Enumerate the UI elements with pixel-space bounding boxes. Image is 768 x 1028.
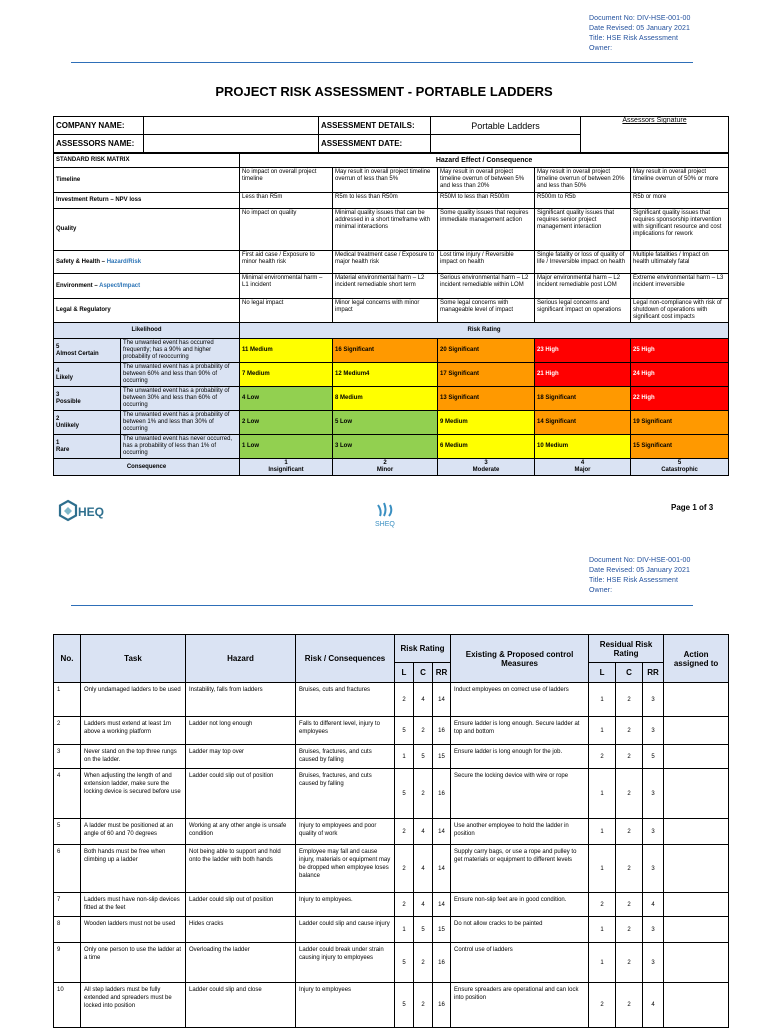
risk-rr: 14 xyxy=(433,893,451,917)
matrix-cell: Single fatality or loss of quality of life / Irreversible impact on health xyxy=(535,251,631,274)
action-assigned[interactable] xyxy=(664,917,729,943)
table-row xyxy=(54,917,729,943)
risk-text: Employee may fall and cause injury, materials or equipment may be dropped when employee loses balance xyxy=(296,845,395,893)
risk-rating-cell: 3 Low xyxy=(333,435,438,459)
residual-rr: 4 xyxy=(643,893,664,917)
control-text: Use another employee to hold the ladder in position xyxy=(451,819,589,845)
residual-rr: 3 xyxy=(643,917,664,943)
residual-c: 2 xyxy=(616,745,643,769)
control-text: Control use of ladders xyxy=(451,943,589,983)
residual-c: 2 xyxy=(616,917,643,943)
action-assigned[interactable] xyxy=(664,983,729,1028)
risk-rating-cell: 25 High xyxy=(631,339,729,363)
hazard-effect-header: Hazard Effect / Consequence xyxy=(240,154,729,168)
matrix-cell: R5b or more xyxy=(631,193,729,209)
task-text: All step ladders must be fully extended and spreaders must be locked into position xyxy=(81,983,186,1028)
row-number: 1 xyxy=(54,683,81,717)
residual-rr: 3 xyxy=(643,943,664,983)
action-assigned[interactable] xyxy=(664,683,729,717)
matrix-cell: Minor legal concerns with minor impact xyxy=(333,299,438,323)
task-text: When adjusting the length of and extension ladder, make sure the locking device is secured before use xyxy=(81,769,186,819)
matrix-cell: Some quality issues that requires immediate management action xyxy=(438,209,535,251)
matrix-cell: Major environmental harm – L2 incident remediable post LOM xyxy=(535,274,631,299)
likelihood-row-4 xyxy=(54,363,729,387)
hazard-text: Ladder may top over xyxy=(186,745,296,769)
col-header-task: Task xyxy=(81,635,186,683)
assessment-date-label: ASSESSMENT DATE: xyxy=(319,135,431,153)
risk-rating-cell: 19 Significant xyxy=(631,411,729,435)
matrix-cell: R50M to less than R500m xyxy=(438,193,535,209)
matrix-row-legal xyxy=(54,299,729,323)
risk-rr: 15 xyxy=(433,745,451,769)
risk-rating-cell: 5 Low xyxy=(333,411,438,435)
table-row xyxy=(54,819,729,845)
control-text: Ensure spreaders are operational and can lock into position xyxy=(451,983,589,1028)
risk-c: 2 xyxy=(414,943,433,983)
risk-rating-cell: 10 Medium xyxy=(535,435,631,459)
task-text: Never stand on the top three rungs on the ladder. xyxy=(81,745,186,769)
row-number: 5 xyxy=(54,819,81,845)
svg-text:SHEQ: SHEQ xyxy=(375,521,395,528)
col-header-residual: Residual Risk Rating xyxy=(589,635,664,663)
col-header-risk: Risk / Consequences xyxy=(296,635,395,683)
date-revised: Date Revised: 05 January 2021 xyxy=(589,25,690,32)
row-number: 9 xyxy=(54,943,81,983)
risk-l: 5 xyxy=(395,983,414,1028)
assessment-header-table xyxy=(53,116,729,153)
action-assigned[interactable] xyxy=(664,893,729,917)
likelihood-level: 5 Almost Certain xyxy=(54,339,121,363)
task-text: Ladders must have non-slip devices fitted at the feet xyxy=(81,893,186,917)
task-text: A ladder must be positioned at an angle of 60 and 70 degrees xyxy=(81,819,186,845)
action-assigned[interactable] xyxy=(664,943,729,983)
risk-rating-cell: 21 High xyxy=(535,363,631,387)
residual-c: 2 xyxy=(616,717,643,745)
risk-l: 5 xyxy=(395,943,414,983)
risk-text: Injury to employees xyxy=(296,983,395,1028)
residual-c: 2 xyxy=(616,819,643,845)
risk-text: Ladder could slip and cause injury xyxy=(296,917,395,943)
action-assigned[interactable] xyxy=(664,717,729,745)
table-row xyxy=(54,845,729,893)
date-revised: Date Revised: 05 January 2021 xyxy=(589,567,690,574)
control-text: Do not allow cracks to be painted xyxy=(451,917,589,943)
col-header-residual-c: C xyxy=(616,663,643,683)
residual-l: 1 xyxy=(589,717,616,745)
matrix-cell: May result in overall project timeline overrun of between 5% and less than 20% xyxy=(438,168,535,193)
hazard-text: Not being able to support and hold onto the ladder with both hands xyxy=(186,845,296,893)
risk-l: 2 xyxy=(395,683,414,717)
likelihood-level: 3 Possible xyxy=(54,387,121,411)
likelihood-description: The unwanted event has a probability of between 1% and less than 30% of occurring xyxy=(121,411,240,435)
residual-c: 2 xyxy=(616,983,643,1028)
risk-c: 2 xyxy=(414,717,433,745)
matrix-cell: Lost time injury / Reversible impact on health xyxy=(438,251,535,274)
assessors-name-field[interactable] xyxy=(144,135,319,153)
risk-rating-cell: 14 Significant xyxy=(535,411,631,435)
matrix-row-environment xyxy=(54,274,729,299)
table-row xyxy=(54,717,729,745)
residual-c: 2 xyxy=(616,683,643,717)
risk-rating-cell: 15 Significant xyxy=(631,435,729,459)
residual-rr: 5 xyxy=(643,745,664,769)
matrix-cell: No impact on quality xyxy=(240,209,333,251)
residual-l: 1 xyxy=(589,943,616,983)
risk-l: 1 xyxy=(395,917,414,943)
risk-rating-cell: 22 High xyxy=(631,387,729,411)
matrix-cell: Serious environmental harm – L2 incident remediable within LOM xyxy=(438,274,535,299)
residual-l: 1 xyxy=(589,845,616,893)
svg-text:HEQ: HEQ xyxy=(78,505,105,519)
row-number: 6 xyxy=(54,845,81,893)
document-number: Document No: DIV-HSE-001-00 xyxy=(589,557,691,564)
consequence-level: 2 Minor xyxy=(333,459,438,476)
task-text: Only undamaged ladders to be used xyxy=(81,683,186,717)
risk-text: Ladder could break under strain causing injury to employees xyxy=(296,943,395,983)
page-2 xyxy=(0,540,768,1024)
risk-rr: 16 xyxy=(433,769,451,819)
risk-c: 4 xyxy=(414,819,433,845)
consequence-level: 3 Moderate xyxy=(438,459,535,476)
risk-rating-cell: 20 Significant xyxy=(438,339,535,363)
risk-c: 5 xyxy=(414,745,433,769)
control-text: Supply carry bags, or use a rope and pulley to get materials or equipment to different levels xyxy=(451,845,589,893)
residual-rr: 3 xyxy=(643,819,664,845)
col-header-residual-l: L xyxy=(589,663,616,683)
action-assigned[interactable] xyxy=(664,819,729,845)
likelihood-header: Likelihood xyxy=(54,323,240,339)
residual-l: 1 xyxy=(589,819,616,845)
page-number: Page 1 of 3 xyxy=(671,503,714,512)
company-logo xyxy=(58,498,106,529)
document-title: Title: HSE Risk Assessment xyxy=(589,577,679,584)
risk-text: Injury to employees. xyxy=(296,893,395,917)
risk-l: 1 xyxy=(395,745,414,769)
risk-text: Bruises, cuts and fractures xyxy=(296,683,395,717)
risk-rating-cell: 13 Significant xyxy=(438,387,535,411)
risk-c: 4 xyxy=(414,845,433,893)
residual-c: 2 xyxy=(616,893,643,917)
risk-rating-cell: 4 Low xyxy=(240,387,333,411)
likelihood-row-1 xyxy=(54,435,729,459)
risk-text: Injury to employees and poor quality of work xyxy=(296,819,395,845)
matrix-row-safety xyxy=(54,251,729,274)
control-text: Ensure ladder is long enough. Secure ladder at top and bottom xyxy=(451,717,589,745)
company-name-field[interactable] xyxy=(144,117,319,135)
col-header-action: Action assigned to xyxy=(664,635,729,683)
risk-rating-cell: 9 Medium xyxy=(438,411,535,435)
residual-l: 2 xyxy=(589,745,616,769)
col-header-hazard: Hazard xyxy=(186,635,296,683)
hazard-text: Hides cracks xyxy=(186,917,296,943)
risk-rating-cell: 7 Medium xyxy=(240,363,333,387)
action-assigned[interactable] xyxy=(664,745,729,769)
risk-rr: 14 xyxy=(433,845,451,893)
residual-l: 1 xyxy=(589,917,616,943)
risk-rating-cell: 23 High xyxy=(535,339,631,363)
residual-l: 1 xyxy=(589,683,616,717)
matrix-cell: No impact on overall project timeline xyxy=(240,168,333,193)
task-text: Both hands must be free when climbing up a ladder xyxy=(81,845,186,893)
row-number: 8 xyxy=(54,917,81,943)
likelihood-level: 4 Likely xyxy=(54,363,121,387)
likelihood-description: The unwanted event has a probability of between 60% and less than 90% of occurring xyxy=(121,363,240,387)
residual-c: 2 xyxy=(616,845,643,893)
likelihood-level: 2 Unlikely xyxy=(54,411,121,435)
matrix-cell: Minimal environmental harm – L1 incident xyxy=(240,274,333,299)
col-header-controls: Existing & Proposed control Measures xyxy=(451,635,589,683)
matrix-cell: R500m to R5b xyxy=(535,193,631,209)
consequence-level: 4 Major xyxy=(535,459,631,476)
company-name-label: COMPANY NAME: xyxy=(54,117,144,135)
header-rule xyxy=(71,62,693,63)
risk-rr: 14 xyxy=(433,819,451,845)
action-assigned[interactable] xyxy=(664,845,729,893)
risk-c: 4 xyxy=(414,893,433,917)
residual-rr: 3 xyxy=(643,845,664,893)
risk-assessment-table xyxy=(53,634,729,1028)
document-metadata xyxy=(589,556,691,596)
task-text: Wooden ladders must not be used xyxy=(81,917,186,943)
likelihood-description: The unwanted event has a probability of between 30% and less than 60% of occurring xyxy=(121,387,240,411)
residual-l: 2 xyxy=(589,983,616,1028)
table-row xyxy=(54,769,729,819)
consequence-level: 1 Insignificant xyxy=(240,459,333,476)
matrix-cell: Multiple fatalities / Impact on health ultimately fatal xyxy=(631,251,729,274)
risk-c: 2 xyxy=(414,769,433,819)
risk-rating-cell: 8 Medium xyxy=(333,387,438,411)
col-header-no: No. xyxy=(54,635,81,683)
risk-rr: 16 xyxy=(433,943,451,983)
assessment-details-field[interactable]: Portable Ladders xyxy=(431,117,581,135)
col-header-l: L xyxy=(395,663,414,683)
risk-l: 2 xyxy=(395,893,414,917)
matrix-cell: Significant quality issues that requires sponsorship intervention with significant resource and cost implications for rework xyxy=(631,209,729,251)
matrix-row-label: Investment Return – NPV loss xyxy=(54,193,240,209)
matrix-row-timeline xyxy=(54,168,729,193)
control-text: Ensure non-slip feet are in good condition. xyxy=(451,893,589,917)
matrix-cell: Medical treatment case / Exposure to major health risk xyxy=(333,251,438,274)
risk-l: 2 xyxy=(395,845,414,893)
table-row xyxy=(54,683,729,717)
risk-text: Bruises, fractures, and cuts caused by falling xyxy=(296,769,395,819)
matrix-row-investment xyxy=(54,193,729,209)
table-row xyxy=(54,893,729,917)
matrix-cell: Some legal concerns with manageable level of impact xyxy=(438,299,535,323)
standard-risk-matrix-label: STANDARD RISK MATRIX xyxy=(54,154,240,168)
likelihood-level: 1 Rare xyxy=(54,435,121,459)
assessment-details-label: ASSESSMENT DETAILS: xyxy=(319,117,431,135)
assessment-date-field[interactable] xyxy=(431,135,581,153)
matrix-cell: Serious legal concerns and significant impact on operations xyxy=(535,299,631,323)
matrix-cell: No legal impact xyxy=(240,299,333,323)
hazard-text: Ladder not long enough xyxy=(186,717,296,745)
risk-l: 5 xyxy=(395,769,414,819)
matrix-cell: Minimal quality issues that can be addressed in a short timeframe with minimal interactions xyxy=(333,209,438,251)
table-row xyxy=(54,983,729,1028)
header-rule xyxy=(71,605,693,606)
risk-rating-cell: 2 Low xyxy=(240,411,333,435)
risk-rr: 15 xyxy=(433,917,451,943)
residual-c: 2 xyxy=(616,943,643,983)
table-row xyxy=(54,745,729,769)
risk-rating-cell: 24 High xyxy=(631,363,729,387)
likelihood-row-5 xyxy=(54,339,729,363)
task-rows xyxy=(54,683,729,1028)
sheq-logo xyxy=(371,500,399,533)
col-header-risk-rating: Risk Rating xyxy=(395,635,451,663)
matrix-cell: Legal non-compliance with risk of shutdown of operations with significant cost impacts xyxy=(631,299,729,323)
matrix-cell: May result in overall project timeline overrun of 50% or more xyxy=(631,168,729,193)
matrix-cell: Less than R5m xyxy=(240,193,333,209)
matrix-row-quality xyxy=(54,209,729,251)
hazard-text: Working at any other angle is unsafe condition xyxy=(186,819,296,845)
risk-rating-cell: 12 Medium4 xyxy=(333,363,438,387)
consequence-level: 5 Catastrophic xyxy=(631,459,729,476)
control-text: Ensure ladder is long enough for the job. xyxy=(451,745,589,769)
matrix-row-label: Safety & Health – Hazard/Risk xyxy=(54,251,240,274)
control-text: Induct employees on correct use of ladders xyxy=(451,683,589,717)
hazard-text: Ladder could slip and close xyxy=(186,983,296,1028)
risk-rr: 16 xyxy=(433,717,451,745)
matrix-row-label: Legal & Regulatory xyxy=(54,299,240,323)
col-header-rr: RR xyxy=(433,663,451,683)
risk-c: 4 xyxy=(414,683,433,717)
task-text: Ladders must extend at least 1m above a working platform xyxy=(81,717,186,745)
risk-c: 5 xyxy=(414,917,433,943)
risk-rating-header: Risk Rating xyxy=(240,323,729,339)
control-text: Secure the locking device with wire or rope xyxy=(451,769,589,819)
likelihood-description: The unwanted event has occurred frequently; has a 90% and higher probability of reoccurring xyxy=(121,339,240,363)
row-number: 4 xyxy=(54,769,81,819)
likelihood-description: The unwanted event has never occurred, has a probability of less than 1% of occurring xyxy=(121,435,240,459)
residual-rr: 3 xyxy=(643,683,664,717)
risk-rr: 16 xyxy=(433,983,451,1028)
risk-rating-cell: 11 Medium xyxy=(240,339,333,363)
table-row xyxy=(54,943,729,983)
residual-rr: 4 xyxy=(643,983,664,1028)
matrix-cell: Extreme environmental harm – L3 incident irreversible xyxy=(631,274,729,299)
risk-text: Bruises, fractures, and cuts caused by falling xyxy=(296,745,395,769)
risk-rating-cell: 1 Low xyxy=(240,435,333,459)
col-header-residual-rr: RR xyxy=(643,663,664,683)
hazard-text: Overloading the ladder xyxy=(186,943,296,983)
row-number: 2 xyxy=(54,717,81,745)
hazard-text: Ladder could slip out of position xyxy=(186,769,296,819)
matrix-cell: May result in overall project timeline overrun of between 20% and less than 50% xyxy=(535,168,631,193)
risk-rating-cell: 18 Significant xyxy=(535,387,631,411)
document-metadata xyxy=(589,14,691,54)
matrix-cell: Significant quality issues that requires senior project management interaction xyxy=(535,209,631,251)
document-title: Title: HSE Risk Assessment xyxy=(589,35,679,42)
row-number: 3 xyxy=(54,745,81,769)
document-owner: Owner: xyxy=(589,45,613,52)
residual-l: 2 xyxy=(589,893,616,917)
risk-l: 5 xyxy=(395,717,414,745)
document-owner: Owner: xyxy=(589,587,613,594)
residual-l: 1 xyxy=(589,769,616,819)
matrix-cell: Material environmental harm – L2 incident remediable short term xyxy=(333,274,438,299)
risk-rating-cell: 6 Medium xyxy=(438,435,535,459)
assessors-signature-label: Assessors Signature xyxy=(622,117,687,124)
page-title: PROJECT RISK ASSESSMENT - PORTABLE LADDERS xyxy=(215,84,553,99)
assessors-name-label: ASSESSORS NAME: xyxy=(54,135,144,153)
matrix-cell: R5m to less than R50m xyxy=(333,193,438,209)
hazard-text: Ladder could slip out of position xyxy=(186,893,296,917)
matrix-row-label: Quality xyxy=(54,209,240,251)
matrix-cell: First aid case / Exposure to minor health risk xyxy=(240,251,333,274)
action-assigned[interactable] xyxy=(664,769,729,819)
consequence-label: Consequence xyxy=(54,459,240,476)
col-header-c: C xyxy=(414,663,433,683)
residual-c: 2 xyxy=(616,769,643,819)
matrix-row-label: Timeline xyxy=(54,168,240,193)
residual-rr: 3 xyxy=(643,717,664,745)
document-number: Document No: DIV-HSE-001-00 xyxy=(589,15,691,22)
matrix-row-label: Environment – Aspect/Impact xyxy=(54,274,240,299)
risk-matrix-table xyxy=(53,153,729,476)
task-text: Only one person to use the ladder at a time xyxy=(81,943,186,983)
risk-rr: 14 xyxy=(433,683,451,717)
likelihood-row-3 xyxy=(54,387,729,411)
row-number: 10 xyxy=(54,983,81,1028)
residual-rr: 3 xyxy=(643,769,664,819)
likelihood-row-2 xyxy=(54,411,729,435)
risk-c: 2 xyxy=(414,983,433,1028)
assessors-signature-field[interactable] xyxy=(581,117,729,153)
matrix-cell: May result in overall project timeline overrun of less than 5% xyxy=(333,168,438,193)
risk-rating-cell: 17 Significant xyxy=(438,363,535,387)
risk-text: Falls to different level, injury to employees xyxy=(296,717,395,745)
row-number: 7 xyxy=(54,893,81,917)
risk-rating-cell: 16 Significant xyxy=(333,339,438,363)
hazard-text: Instability, falls from ladders xyxy=(186,683,296,717)
risk-l: 2 xyxy=(395,819,414,845)
